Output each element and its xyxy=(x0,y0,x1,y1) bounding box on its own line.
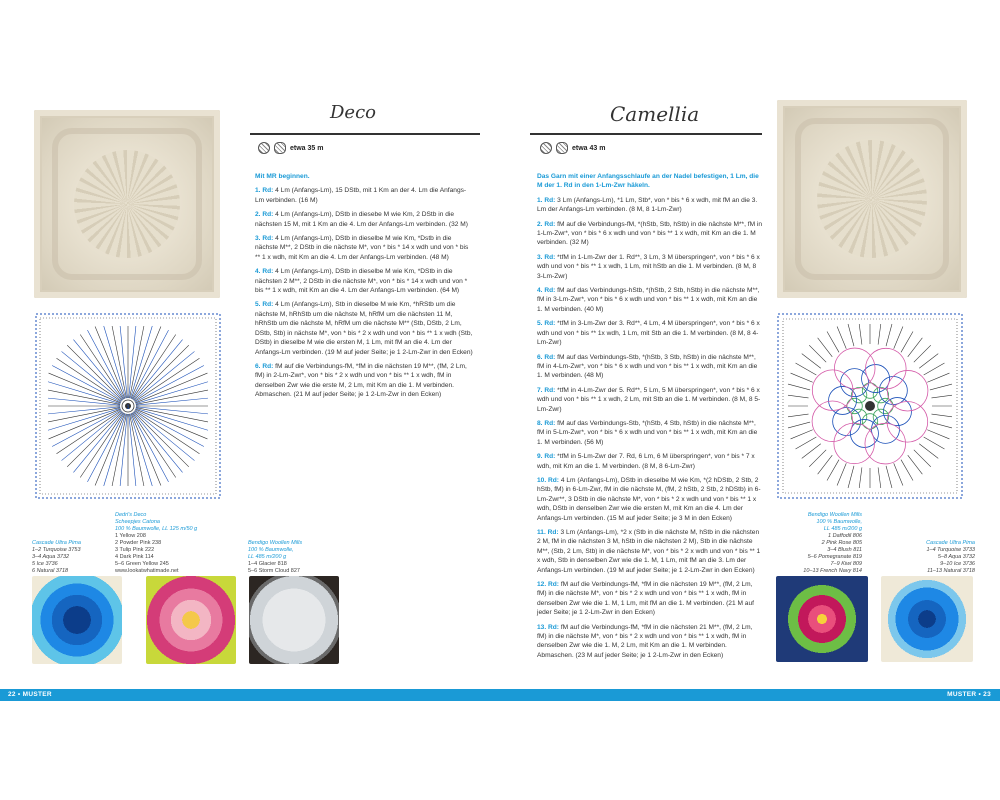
camellia-diagram-stitch xyxy=(886,466,892,488)
deco-intro: Mit MR beginnen. xyxy=(255,173,310,180)
deco-diagram-stitch xyxy=(112,414,126,486)
camellia-diagram-stitch xyxy=(788,384,810,390)
round-text: *tfM in 1-Lm-Zwr der 1. Rd**, 3 Lm, 3 M überspringen*, von * bis * 6 x wdh und von * bis ** 1 x wdh, 1 Lm, mit hStb an die 1. M verbinden. (8 M, 8 3-Lm-Zwr) xyxy=(537,253,760,280)
camellia-round-2 xyxy=(537,220,763,248)
deco-diagram-stitch xyxy=(133,412,182,472)
deco-diagram-stitch xyxy=(135,410,200,453)
deco-diagram-stitch xyxy=(136,408,208,422)
round-text: 4 Lm (Anfangs-Lm), DStb in dieselbe M wie Km, *(2 hDStb, 2 Stb, 2 hStb, fM) in 6-Lm-Zwr, fM in die nächste M, (fM, 2 hStb, 2 Stb, 2 hDStb) in 6-Lm-Zwr**, 3 DStb in die nächste M*, von * bis * 2 x wdh und von * bis ** 1 x wdh, DStb in denselben Zwr wie die ersten M, mit Km an die 4. Lm der Anfangs-Lm verbinden. (15 M auf jeder Seite; je 3 M in den Ecken) xyxy=(537,476,761,522)
camellia-diagram-stitch xyxy=(919,354,938,369)
round-label: 12. Rd: xyxy=(537,581,559,589)
deco-diagram-stitch xyxy=(135,358,200,401)
camellia-intro: Das Garn mit einer Anfangsschlaufe an der Nadel befestigen, 1 Lm, die M der 1. Rd in den 1-Lm-Zwr häkeln. xyxy=(537,173,759,190)
left-footer: 22 • MUSTER xyxy=(0,689,500,701)
camellia-diagram-stitch xyxy=(796,363,817,375)
round-text: fM auf die Verbindungs-fM, *fM in die nächsten 21 M**, (fM, 2 Lm, fM) in die nächste M*, von * bis * 2 x wdh und von * bis ** 1 x wdh, fM in denselben Zwr wie die 1. M, 2 Lm, mit Km an die 1. M verbinden. Abmaschen. (23 M auf jeder Seite; je 1 2-Lm-Zwr in den Ecken) xyxy=(537,623,753,659)
svg-text:1: 1 xyxy=(126,405,130,411)
camellia-sample-blue-photo xyxy=(881,576,973,662)
camellia-diagram-petal xyxy=(851,387,866,402)
camellia-diagram-petal xyxy=(862,414,877,429)
deco-diagram-stitch xyxy=(62,411,122,460)
round-text: 4 Lm (Anfangs-Lm), Stb in dieselbe M wie Km, *hRStb um die nächste M, hRhStb um die nächste M, hRfM um die nächsten 11 M, hRhStb um die nächste M, hRfM um die nächste M** (Stb, DStb, 2 Lm, DStb, Stb) in nächste M*, von * bis * 2 x wdh und von * bis ** 1 x wdh (Stb, DStb) in dieselbe M wie die ersten M, 1 Lm, mit fM an die 4. Lm der Anfangs-Lm verbinden. (19 M auf jeder Seite; je 1 2-Lm-Zwr in den Ecken) xyxy=(255,301,473,356)
yarn-skein-icon xyxy=(556,142,568,154)
camellia-diagram-petal xyxy=(873,387,888,402)
deco-diagram-stitch xyxy=(73,340,122,400)
round-text: 4 Lm (Anfangs-Lm), DStb in dieselbe M wie Km, *DStb in die nächsten 2 M**, 2 DStb in die nächste M*, von * bis * 14 x wdh und von * bis ** 1 x wdh, mit Km an die 4. Lm der Anfangs-Lm verbinden. (64 M) xyxy=(255,268,468,295)
camellia-diagram-stitch xyxy=(827,460,839,481)
camellia-diagram-stitch xyxy=(908,455,923,474)
camellia-diagram-stitch xyxy=(818,338,833,357)
deco-yarn-meta xyxy=(258,142,323,154)
round-text: 4 Lm (Anfangs-Lm), DStb in dieselbe M wie Km, *Dstb in die nächste M**, 2 DStb in die nächste M*, von * bis * 14 x wdh und von * bis ** 1 x wdh, mit Km an die 4. Lm der Anfangs-Lm verbinden. (48 M) xyxy=(255,235,469,261)
deco-diagram-stitch xyxy=(56,358,121,401)
camellia-diagram-petal xyxy=(862,383,877,398)
round-label: 3. Rd: xyxy=(255,235,274,243)
camellia-diagram-stitch xyxy=(919,444,938,459)
round-text: fM auf das Verbindungs-Stb, *(hStb, 3 Stb, hStb) in die nächste M**, fM in 4-Lm-Zwr*, von * bis * 6 x wdh und von * bis ** 1 x wdh, mit Km an die 1. M verbinden. (48 M) xyxy=(537,353,758,380)
round-text: fM auf die Verbindungs-fM, *fM in die nächsten 19 M**, (fM, 2 Lm, fM) in die nächste M*, von * bis * 2 x wdh und von * bis ** 1 x wdh, fM in denselben Zwr wie die 1. M, 1 Lm, mit fM an die 1. M verbinden. (21 M auf jeder Seite; je 1 2-Lm-Zwr in den Ecken) xyxy=(537,581,754,617)
deco-diagram-stitch xyxy=(132,334,175,399)
camellia-diagram-stitch xyxy=(837,463,846,485)
camellia-diagram-stitch xyxy=(791,373,813,382)
deco-round-2 xyxy=(255,210,475,229)
round-label: 4. Rd: xyxy=(537,287,556,295)
camellia-diagram-stitch xyxy=(809,450,826,467)
deco-diagram-stitch xyxy=(134,351,194,400)
deco-diagram-stitch xyxy=(130,326,152,398)
deco-diagram-stitch xyxy=(129,414,136,486)
camellia-yarn-meta xyxy=(540,142,605,154)
deco-diagram-stitch xyxy=(135,365,204,402)
yarn-ball-icon xyxy=(540,142,552,154)
camellia-round-12 xyxy=(537,580,763,618)
camellia-round-8 xyxy=(537,419,763,447)
deco-sample-blue-photo xyxy=(32,576,122,664)
camellia-diagram-stitch xyxy=(927,430,949,439)
camellia-diagram-stitch xyxy=(848,324,854,346)
round-label: 1. Rd: xyxy=(537,196,556,204)
camellia-diagram-stitch xyxy=(914,345,931,362)
round-label: 7. Rd: xyxy=(537,386,556,394)
deco-diagram-stitch xyxy=(56,410,121,453)
deco-round-6 xyxy=(255,362,475,400)
camellia-diagram-petal xyxy=(873,409,888,424)
camellia-diagram-stitch xyxy=(878,324,881,345)
deco-round-4 xyxy=(255,267,475,295)
deco-caption-1: Cascade Ultra Pima 1–2 Turquoise 3753 3–4 Aqua 3732 5 Ice 3736 6 Natural 3718 xyxy=(32,540,81,574)
deco-diagram-stitch xyxy=(80,334,123,399)
deco-diagram-stitch xyxy=(48,390,120,404)
deco-sample-grey-photo xyxy=(249,576,339,664)
camellia-round-11 xyxy=(537,528,763,575)
camellia-diagram-stitch xyxy=(802,444,821,459)
deco-sample-pink-photo xyxy=(146,576,236,664)
deco-amount: etwa 35 m xyxy=(290,144,324,152)
deco-diagram-stitch xyxy=(136,382,208,404)
round-text: fM auf das Verbindungs-Stb, *(hStb, 4 Stb, hStb) in die nächste M**, fM in 5-Lm-Zwr*, von * bis * 6 x wdh und von * bis ** 1 x wdh, mit Km an die 1. M verbinden. (56 M) xyxy=(537,419,758,446)
round-label: 1. Rd: xyxy=(255,187,274,195)
yarn-ball-icon xyxy=(258,142,270,154)
camellia-chart-diagram xyxy=(772,308,968,504)
deco-diagram-stitch xyxy=(120,414,127,486)
camellia-diagram-petal xyxy=(851,409,866,424)
deco-diagram-stitch xyxy=(130,414,144,486)
deco-title: Deco xyxy=(330,102,377,123)
camellia-diagram-stitch xyxy=(930,422,952,428)
round-label: 9. Rd: xyxy=(537,453,556,461)
camellia-diagram-stitch xyxy=(818,455,833,474)
round-label: 13. Rd: xyxy=(537,623,559,631)
deco-diagram-stitch xyxy=(136,408,208,430)
right-footer: MUSTER • 23 xyxy=(500,689,1000,701)
camellia-sample-navy-photo xyxy=(776,576,868,662)
camellia-diagram-stitch xyxy=(809,345,826,362)
camellia-diagram-stitch xyxy=(924,363,945,375)
round-label: 6. Rd: xyxy=(537,353,556,361)
round-label: 11. Rd: xyxy=(537,529,559,536)
round-text: 4 Lm (Anfangs-Lm), DStb in diesebe M wie Km, 2 DStb in die nächsten 15 M, mit 1 Km an die 4. Lm der Anfangs-Lm verbinden. (32 M) xyxy=(255,211,468,228)
round-label: 2. Rd: xyxy=(255,211,274,219)
right-page xyxy=(500,0,1000,800)
camellia-diagram-stitch xyxy=(878,467,881,488)
camellia-diagram-stitch xyxy=(901,332,913,353)
yarn-skein-icon xyxy=(274,142,286,154)
camellia-diagram-stitch xyxy=(796,437,817,449)
camellia-diagram-stitch xyxy=(859,467,862,488)
deco-diagram-stitch xyxy=(87,330,124,399)
camellia-round-6 xyxy=(537,353,763,381)
camellia-instructions xyxy=(537,172,763,665)
camellia-diagram-stitch xyxy=(908,338,923,357)
round-label: 6. Rd: xyxy=(255,362,274,370)
deco-caption-2: Dedri's Deco Scheepjes Catona 100 % Baumwolle, LL 125 m/50 g 1 Yellow 208 2 Powder Pink 238 3 Tulip Pink 222 4 Dark Pink 114 5–6 Green Yellow 245 www.lookatwhatimade.net xyxy=(115,512,198,574)
deco-diagram-stitch xyxy=(132,413,175,478)
deco-diagram-stitch xyxy=(120,326,127,398)
deco-diagram-stitch xyxy=(48,407,120,414)
round-label: 8. Rd: xyxy=(537,419,556,427)
camellia-diagram-stitch xyxy=(930,384,952,390)
camellia-round-9 xyxy=(537,452,763,471)
round-label: 5. Rd: xyxy=(537,320,556,328)
deco-instructions xyxy=(255,172,475,405)
deco-diagram-stitch xyxy=(130,414,152,486)
round-label: 5. Rd: xyxy=(255,301,274,309)
deco-diagram-stitch xyxy=(48,398,120,405)
deco-diagram-stitch xyxy=(135,410,204,447)
deco-diagram-stitch xyxy=(130,326,144,398)
camellia-round-3 xyxy=(537,253,763,281)
camellia-diagram-stitch xyxy=(894,327,903,349)
deco-diagram-stitch xyxy=(48,408,120,422)
deco-diagram-stitch xyxy=(104,326,126,398)
camellia-round-10 xyxy=(537,476,763,523)
camellia-round-4 xyxy=(537,286,763,314)
camellia-round-1 xyxy=(537,196,763,215)
camellia-caption-1: Bendigo Woollen Mills 100 % Baumwolle, LL 485 m/200 g 1 Daffodil 806 2 Pink Rose 805 3–4 Blush 811 5–6 Pomegranate 819 7–9 Kiwi 809 10–13 French Navy 814 xyxy=(803,512,862,574)
camellia-cream-square-photo xyxy=(777,100,967,298)
round-text: *tfM in 5-Lm-Zwr der 7. Rd, 6 Lm, 6 M überspringen*, von * bis * 7 x wdh, mit Km an die 1. M verbinden. (8 M, 8 6-Lm-Zwr) xyxy=(537,453,755,470)
deco-diagram-stitch xyxy=(129,326,136,398)
camellia-diagram-stitch xyxy=(788,414,809,417)
round-text: *tfM in 4-Lm-Zwr der 5. Rd**, 5 Lm, 5 M überspringen*, von * bis * 6 x wdh und von * bis ** 1 x wdh, 2 Lm, mit Stb an die 1. M verbinden. (8 M, 8 5-Lm-Zwr) xyxy=(537,386,761,413)
round-text: *tfM in 3-Lm-Zwr der 3. Rd**, 4 Lm, 4 M überspringen*, von * bis * 6 x wdh und von * bis ** 1x wdh, 1 Lm, mit Stb an die 1. M verbinden. (8 M, 8 4-Lm-Zwr) xyxy=(537,320,760,347)
round-text: 3 Lm (Anfangs-Lm), *1 Lm, Stb*, von * bis * 6 x wdh, mit fM an die 3. Lm der Anfangs-Lm verbinden. (8 M, 8 1-Lm-Zwr) xyxy=(537,196,758,214)
deco-round-1 xyxy=(255,186,475,205)
camellia-diagram-stitch xyxy=(788,422,810,428)
round-text: fM auf das Verbindungs-hStb, *(hStb, 2 Stb, hStb) in die nächste M**, fM in 3-Lm-Zwr*, von * bis * 6 x wdh und von * bis ** 1 x wdh, mit Km an die 1. M verbinden. (40 M) xyxy=(537,287,760,313)
camellia-diagram-stitch xyxy=(927,373,949,382)
camellia-diagram-stitch xyxy=(931,414,952,417)
deco-diagram-stitch xyxy=(73,412,122,472)
deco-diagram-stitch xyxy=(112,326,126,398)
round-label: 10. Rd: xyxy=(537,476,559,484)
deco-caption-3: Bendigo Woollen Mills 100 % Baumwolle, LL 485 m/200 g 1–4 Glacier 818 5–6 Storm Cloud 827 xyxy=(248,540,303,574)
deco-diagram-stitch xyxy=(136,390,208,404)
camellia-round-7 xyxy=(537,386,763,414)
camellia-diagram-stitch xyxy=(802,354,821,369)
round-text: fM auf die Verbindungs-fM, *(hStb, Stb, hStb) in die nächste M**, fM in 1-Lm-Zwr*, von * bis * 6 x wdh und von * bis ** 1 x wdh, mit Km an die 1. M verbinden. (32 M) xyxy=(537,220,763,247)
camellia-diagram-stitch xyxy=(894,463,903,485)
deco-diagram-stitch xyxy=(136,398,208,405)
deco-diagram-stitch xyxy=(133,340,182,400)
round-label: 2. Rd: xyxy=(537,220,556,228)
camellia-diagram-stitch xyxy=(791,430,813,439)
camellia-diagram-stitch xyxy=(931,395,952,398)
camellia-diagram-petal xyxy=(847,398,862,413)
deco-diagram-stitch xyxy=(136,407,208,414)
camellia-diagram-stitch xyxy=(788,395,809,398)
camellia-diagram-stitch xyxy=(914,450,931,467)
round-text: 3 Lm (Anfangs-Lm), *2 x (Stb in die nächste M, hStb in die nächsten 2 M, fM in die nächsten 3 M, hStb in die nächsten 2 M), Stb in die nächste M**, (Stb, 2 Lm, Stb) in die nächste M*, von * bis * 2 x wdh und von * bis ** 1 x wdh, Stb in denselben Zwr wie die 1. M, 1 Lm, mit fM an die 3. Lm der Anfangs-Lm verbinden. (19 M auf jeder Seite; je 1 2-Lm-Zwr in den Ecken) xyxy=(537,529,761,574)
deco-diagram-stitch xyxy=(52,410,121,447)
round-text: fM auf die Verbindungs-fM, *fM in die nächsten 19 M**, (fM, 2 Lm, fM) in 2-Lm-Zwr*, von * bis * 2 x wdh und von * bis ** 1 x wdh, fM in denselben Zwr wie die erste M, 2 Lm, mit Km an die 1. M verbinden. Abmaschen. (21 M auf jeder Seite; je 1 2-Lm-Zwr in den Ecken) xyxy=(255,362,467,399)
round-label: 4. Rd: xyxy=(255,268,274,276)
camellia-round-5 xyxy=(537,319,763,347)
camellia-diagram-stitch xyxy=(901,460,913,481)
camellia-title-rule xyxy=(530,133,762,135)
camellia-diagram-stitch xyxy=(837,327,846,349)
round-text: 4 Lm (Anfangs-Lm), 15 DStb, mit 1 Km an der 4. Lm die Anfangs-Lm verbinden. (16 M) xyxy=(255,187,467,204)
camellia-caption-2: Cascade Ultra Pima 1–4 Turquoise 3733 5–8 Aqua 3732 9–10 Ice 3736 11–13 Natural 3718 xyxy=(926,540,975,574)
deco-diagram-stitch xyxy=(132,413,169,482)
round-label: 3. Rd: xyxy=(537,253,556,261)
camellia-diagram-stitch xyxy=(827,332,839,353)
deco-diagram-stitch xyxy=(87,413,124,482)
deco-diagram-stitch xyxy=(132,330,169,399)
deco-title-rule xyxy=(250,133,480,135)
deco-round-5 xyxy=(255,300,475,356)
deco-chart-diagram xyxy=(30,308,226,504)
deco-diagram-stitch xyxy=(62,351,122,400)
camellia-amount: etwa 43 m xyxy=(572,144,606,152)
deco-diagram-stitch xyxy=(48,408,120,430)
camellia-round-13 xyxy=(537,623,763,661)
camellia-diagram-stitch xyxy=(859,324,862,345)
deco-diagram-stitch xyxy=(48,382,120,404)
camellia-title: Camellia xyxy=(610,102,700,126)
camellia-diagram-stitch xyxy=(924,437,945,449)
camellia-diagram-petal xyxy=(878,398,893,413)
deco-round-3 xyxy=(255,234,475,262)
camellia-diagram-stitch xyxy=(886,324,892,346)
deco-diagram-stitch xyxy=(80,413,123,478)
deco-diagram-stitch xyxy=(134,411,194,460)
deco-cream-square-photo xyxy=(34,110,220,298)
deco-diagram-stitch xyxy=(104,414,126,486)
camellia-diagram-stitch xyxy=(848,466,854,488)
deco-diagram-stitch xyxy=(52,365,121,402)
